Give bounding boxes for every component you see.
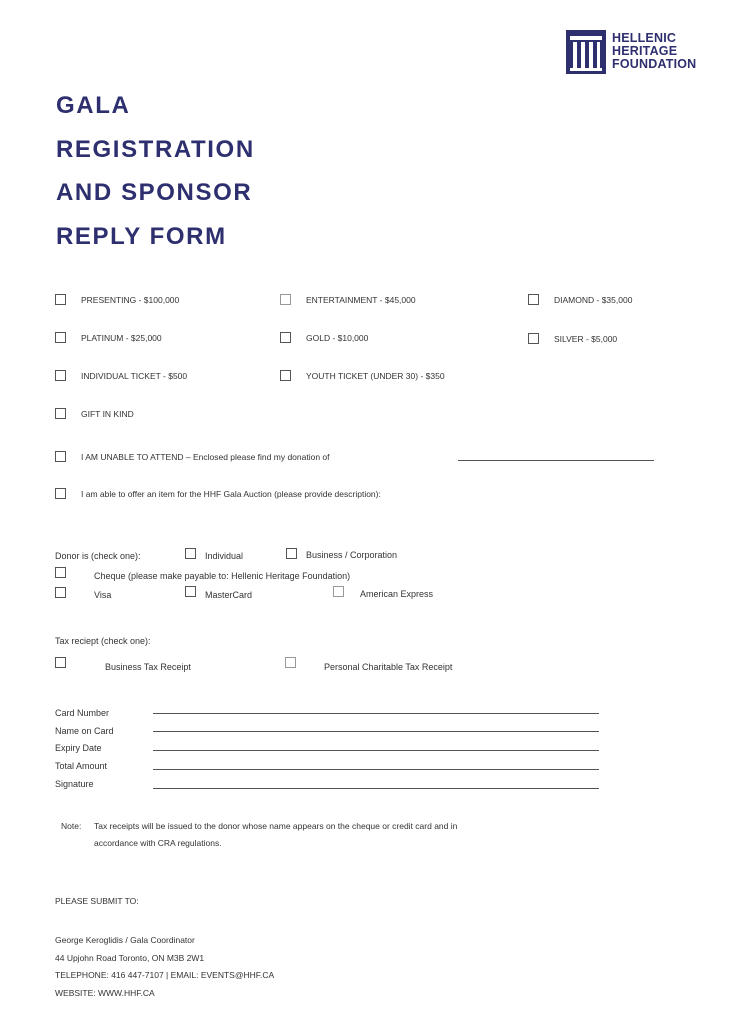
submit-phone-email: TELEPHONE: 416 447-7107 | EMAIL: EVENTS@HHF.CA <box>55 970 275 980</box>
donor-individual-label: Individual <box>205 551 244 561</box>
logo-line-2: HERITAGE <box>612 44 678 58</box>
gift-in-kind-checkbox[interactable] <box>55 408 66 419</box>
individual-ticket-checkbox[interactable] <box>55 370 66 381</box>
diamond-label: DIAMOND - $35,000 <box>554 295 633 305</box>
business-tax-receipt-checkbox[interactable] <box>55 657 66 668</box>
foundation-name <box>612 32 696 71</box>
cheque-checkbox[interactable] <box>55 567 66 578</box>
mastercard-label: MasterCard <box>205 590 253 600</box>
signature-line[interactable] <box>153 788 599 789</box>
title-line-2: REGISTRATION <box>56 135 255 163</box>
total-amount-line[interactable] <box>153 769 599 770</box>
note-label: Note: <box>61 821 82 831</box>
individual-ticket-label: INDIVIDUAL TICKET - $500 <box>81 371 188 381</box>
platinum-label: PLATINUM - $25,000 <box>81 333 162 343</box>
submit-heading: PLEASE SUBMIT TO: <box>55 896 139 906</box>
youth-ticket-label: YOUTH TICKET (UNDER 30) - $350 <box>306 371 445 381</box>
donor-business-checkbox[interactable] <box>286 548 297 559</box>
gold-label: GOLD - $10,000 <box>306 333 369 343</box>
presenting-checkbox[interactable] <box>55 294 66 305</box>
personal-tax-receipt-checkbox[interactable] <box>285 657 296 668</box>
donor-business-label: Business / Corporation <box>306 550 398 560</box>
form-title <box>56 84 255 258</box>
donation-amount-line[interactable] <box>458 460 654 461</box>
logo-line-1: HELLENIC <box>612 31 677 45</box>
donor-individual-checkbox[interactable] <box>185 548 196 559</box>
diamond-checkbox[interactable] <box>528 294 539 305</box>
title-line-1: GALA <box>56 92 131 119</box>
unable-to-attend-label: I AM UNABLE TO ATTEND – Enclosed please find my donation of <box>81 452 330 462</box>
name-on-card-line[interactable] <box>153 731 599 732</box>
total-amount-label: Total Amount <box>55 761 108 771</box>
unable-to-attend-checkbox[interactable] <box>55 451 66 462</box>
expiry-date-label: Expiry Date <box>55 743 102 753</box>
amex-checkbox[interactable] <box>333 586 344 597</box>
submit-website: WEBSITE: WWW.HHF.CA <box>55 988 155 998</box>
card-number-label: Card Number <box>55 708 110 718</box>
note-line-2: accordance with CRA regulations. <box>94 838 222 848</box>
mastercard-checkbox[interactable] <box>185 586 196 597</box>
gift-in-kind-label: GIFT IN KIND <box>81 409 134 419</box>
name-on-card-label: Name on Card <box>55 726 114 736</box>
donor-type-label: Donor is (check one): <box>55 551 141 561</box>
note-line-1: Tax receipts will be issued to the donor whose name appears on the cheque or credit card and in <box>94 821 458 831</box>
submit-address: 44 Upjohn Road Toronto, ON M3B 2W1 <box>55 953 205 963</box>
presenting-label: PRESENTING - $100,000 <box>81 295 180 305</box>
auction-item-checkbox[interactable] <box>55 488 66 499</box>
note-text <box>94 818 554 852</box>
silver-checkbox[interactable] <box>528 333 539 344</box>
silver-label: SILVER - $5,000 <box>554 334 618 344</box>
personal-tax-receipt-label: Personal Charitable Tax Receipt <box>324 662 453 672</box>
cheque-label: Cheque (please make payable to: Hellenic Heritage Foundation) <box>94 571 351 581</box>
signature-label: Signature <box>55 779 94 789</box>
youth-ticket-checkbox[interactable] <box>280 370 291 381</box>
visa-checkbox[interactable] <box>55 587 66 598</box>
submit-contact: George Keroglidis / Gala Coordinator <box>55 935 195 945</box>
gold-checkbox[interactable] <box>280 332 291 343</box>
expiry-date-line[interactable] <box>153 750 599 751</box>
logo-line-3: FOUNDATION <box>612 57 697 71</box>
foundation-logo-icon <box>566 30 606 74</box>
tax-receipt-label: Tax reciept (check one): <box>55 636 151 646</box>
entertainment-label: ENTERTAINMENT - $45,000 <box>306 295 416 305</box>
entertainment-checkbox[interactable] <box>280 294 291 305</box>
auction-item-label: I am able to offer an item for the HHF Gala Auction (please provide description): <box>81 489 381 499</box>
card-number-line[interactable] <box>153 713 599 714</box>
visa-label: Visa <box>94 590 112 600</box>
title-line-3: AND SPONSOR <box>56 179 253 206</box>
amex-label: American Express <box>360 589 434 599</box>
business-tax-receipt-label: Business Tax Receipt <box>105 662 191 672</box>
platinum-checkbox[interactable] <box>55 332 66 343</box>
title-line-4: REPLY FORM <box>56 222 227 250</box>
